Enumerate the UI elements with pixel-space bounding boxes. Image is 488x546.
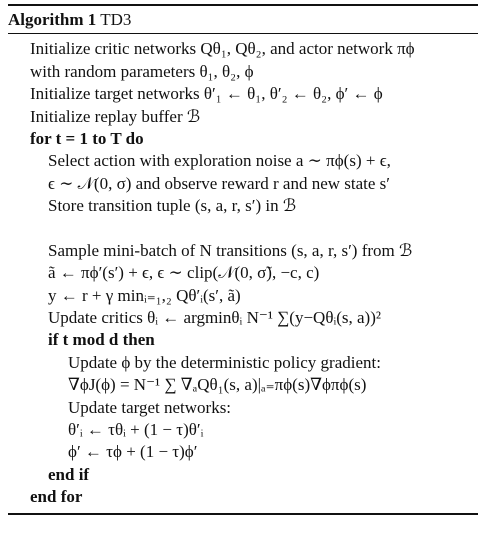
algorithm-line: end for [30, 487, 83, 507]
bottom-rule [8, 513, 478, 515]
algorithm-line: if t mod d then [48, 330, 155, 350]
algorithm-label: Algorithm 1 [8, 10, 97, 29]
algorithm-body [8, 34, 478, 508]
algorithm-name: TD3 [100, 10, 132, 29]
algorithm-line: θ′ᵢ ← τθᵢ + (1 − τ)θ′ᵢ [68, 420, 204, 440]
algorithm-line: Initialize target networks θ′₁ ← θ₁, θ′₂ ← θ₂, ϕ′ ← ϕ [30, 84, 383, 104]
algorithm-line: Sample mini-batch of N transitions (s, a, r, s′) from ℬ [48, 240, 413, 260]
algorithm-line: end if [48, 464, 90, 484]
algorithm-line: ϵ ∼ 𝒩(0, σ) and observe reward r and new state s′ [48, 173, 391, 193]
algorithm-line: Select action with exploration noise a ∼ πϕ(s) + ϵ, [48, 151, 391, 171]
algorithm-header [8, 6, 478, 33]
algorithm-line: Update target networks: [68, 397, 232, 417]
algorithm-line: Initialize replay buffer ℬ [30, 106, 201, 126]
algorithm-line: ϕ′ ← τϕ + (1 − τ)ϕ′ [68, 442, 198, 462]
algorithm-line: Initialize critic networks Qθ₁, Qθ₂, and actor network πϕ [30, 39, 415, 59]
algorithm-line: Store transition tuple (s, a, r, s′) in ℬ [48, 196, 297, 216]
algorithm-line: y ← r + γ minᵢ₌₁,₂ Qθ′ᵢ(s′, ã) [48, 285, 241, 305]
algorithm-box [8, 4, 478, 515]
algorithm-line: Update ϕ by the deterministic policy gradient: [68, 352, 381, 372]
algorithm-line: ∇ϕJ(ϕ) = N⁻¹ ∑ ∇ₐQθ₁(s, a)|ₐ₌πϕ(s)∇ϕπϕ(s) [68, 375, 367, 395]
blank-line [8, 218, 478, 240]
algorithm-line: with random parameters θ₁, θ₂, ϕ [30, 61, 254, 81]
algorithm-line: Update critics θᵢ ← argminθᵢ N⁻¹ ∑(y−Qθᵢ(s, a))² [48, 308, 381, 328]
algorithm-line: ã ← πϕ′(s′) + ϵ, ϵ ∼ clip(𝒩(0, σ̃), −c, c) [48, 263, 320, 283]
algorithm-line: for t = 1 to T do [30, 128, 144, 148]
